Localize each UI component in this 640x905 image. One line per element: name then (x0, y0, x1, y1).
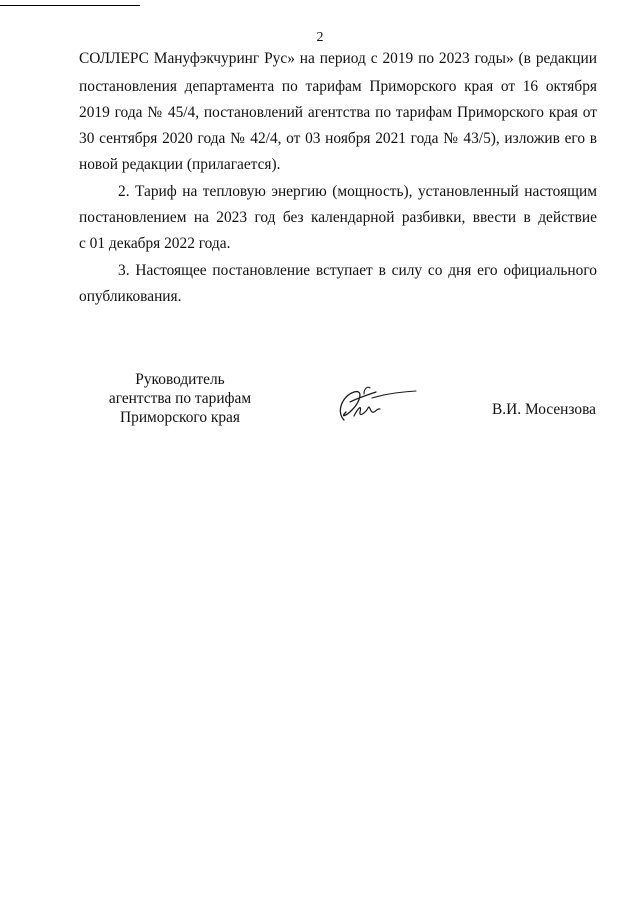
paragraph-line: с 01 декабря 2022 года. (79, 235, 231, 252)
position-line: агентства по тарифам (108, 390, 252, 407)
paragraph-line: 3. Настоящее постановление вступает в силу со дня его официального (118, 262, 597, 279)
page-number: 2 (316, 30, 324, 45)
handwritten-signature (330, 382, 418, 424)
paragraph-line: 2019 года № 45/4, постановлений агентства по тарифам Приморского края от (79, 104, 597, 121)
position-line: Руководитель (135, 371, 225, 388)
paragraph-line: постановлением на 2023 год без календарной разбивки, ввести в действие (79, 209, 597, 226)
signer-name: В.И. Мосензова (492, 401, 596, 418)
paragraph-line: постановления департамента по тарифам Приморского края от 16 октября (79, 78, 597, 95)
paragraph-line: 2. Тариф на тепловую энергию (мощность), установленный настоящим (118, 183, 597, 200)
position-line: Приморского края (120, 409, 240, 426)
paragraph-line: новой редакции (прилагается). (79, 156, 281, 173)
signatory-position (80, 370, 280, 427)
top-rule (0, 5, 140, 6)
paragraph-line: опубликования. (79, 288, 182, 305)
paragraph-line: 30 сентября 2020 года № 42/4, от 03 ноября 2021 года № 43/5), изложив его в (79, 130, 597, 147)
paragraph-line: СОЛЛЕРС Мануфэкчуринг Рус» на период с 2019 по 2023 годы» (в редакции (79, 50, 597, 67)
